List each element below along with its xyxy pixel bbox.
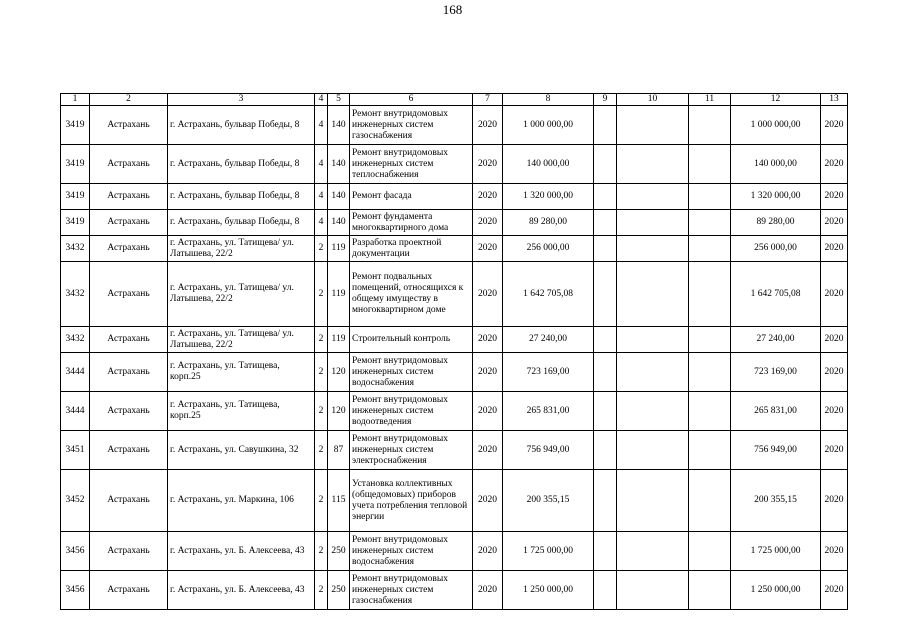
cell-fund-cost: 1 000 000,00 — [731, 106, 821, 145]
cell-city: Астрахань — [90, 353, 168, 392]
cell-col-10 — [617, 353, 689, 392]
cell-object-id: 3456 — [61, 571, 90, 610]
cell-floors: 2 — [315, 392, 328, 431]
cell-work-type: Ремонт внутридомовых инженерных систем газоснабжения — [350, 106, 473, 145]
cell-year: 2020 — [473, 532, 503, 571]
cell-city: Астрахань — [90, 210, 168, 236]
cell-floors: 2 — [315, 532, 328, 571]
cell-floors: 4 — [315, 106, 328, 145]
cell-col-11 — [689, 327, 731, 353]
cell-year: 2020 — [473, 431, 503, 470]
cell-work-type: Ремонт внутридомовых инженерных систем водоснабжения — [350, 532, 473, 571]
cell-col-9 — [594, 532, 617, 571]
cell-year: 2020 — [473, 184, 503, 210]
cell-total-cost: 1 250 000,00 — [503, 571, 594, 610]
header-col-10: 10 — [617, 94, 689, 106]
header-col-8: 8 — [503, 94, 594, 106]
cell-total-cost: 27 240,00 — [503, 327, 594, 353]
cell-city: Астрахань — [90, 532, 168, 571]
cell-col-10 — [617, 106, 689, 145]
header-col-5: 5 — [328, 94, 350, 106]
cell-col-9 — [594, 571, 617, 610]
cell-col-10 — [617, 392, 689, 431]
cell-col-9 — [594, 470, 617, 532]
cell-address: г. Астрахань, бульвар Победы, 8 — [168, 106, 315, 145]
cell-city: Астрахань — [90, 470, 168, 532]
cell-col-11 — [689, 106, 731, 145]
cell-col-10 — [617, 470, 689, 532]
cell-city: Астрахань — [90, 106, 168, 145]
cell-col-11 — [689, 236, 731, 262]
cell-apartments: 119 — [328, 327, 350, 353]
cell-city: Астрахань — [90, 236, 168, 262]
cell-completion-year: 2020 — [821, 431, 848, 470]
cell-apartments: 119 — [328, 262, 350, 327]
cell-total-cost: 256 000,00 — [503, 236, 594, 262]
cell-fund-cost: 27 240,00 — [731, 327, 821, 353]
cell-completion-year: 2020 — [821, 184, 848, 210]
cell-col-10 — [617, 532, 689, 571]
cell-year: 2020 — [473, 571, 503, 610]
cell-fund-cost: 256 000,00 — [731, 236, 821, 262]
cell-col-9 — [594, 184, 617, 210]
cell-total-cost: 89 280,00 — [503, 210, 594, 236]
cell-completion-year: 2020 — [821, 532, 848, 571]
table-row — [61, 262, 848, 327]
cell-col-10 — [617, 145, 689, 184]
cell-col-9 — [594, 392, 617, 431]
repair-register-table — [60, 93, 848, 610]
table-row — [61, 470, 848, 532]
header-col-1: 1 — [61, 94, 90, 106]
cell-col-11 — [689, 184, 731, 210]
cell-col-10 — [617, 431, 689, 470]
cell-col-11 — [689, 145, 731, 184]
cell-work-type: Ремонт подвальных помещений, относящихся к общему имуществу в многоквартирном доме — [350, 262, 473, 327]
cell-year: 2020 — [473, 327, 503, 353]
cell-year: 2020 — [473, 392, 503, 431]
cell-total-cost: 140 000,00 — [503, 145, 594, 184]
cell-col-11 — [689, 470, 731, 532]
cell-completion-year: 2020 — [821, 236, 848, 262]
cell-apartments: 87 — [328, 431, 350, 470]
cell-object-id: 3419 — [61, 210, 90, 236]
cell-completion-year: 2020 — [821, 353, 848, 392]
cell-apartments: 120 — [328, 392, 350, 431]
cell-col-11 — [689, 571, 731, 610]
cell-col-9 — [594, 327, 617, 353]
cell-floors: 2 — [315, 431, 328, 470]
table-row — [61, 184, 848, 210]
cell-completion-year: 2020 — [821, 392, 848, 431]
cell-work-type: Ремонт внутридомовых инженерных систем электроснабжения — [350, 431, 473, 470]
header-col-12: 12 — [731, 94, 821, 106]
cell-work-type: Строительный контроль — [350, 327, 473, 353]
cell-total-cost: 1 642 705,08 — [503, 262, 594, 327]
cell-object-id: 3451 — [61, 431, 90, 470]
cell-apartments: 140 — [328, 145, 350, 184]
cell-col-10 — [617, 184, 689, 210]
cell-apartments: 250 — [328, 532, 350, 571]
cell-object-id: 3452 — [61, 470, 90, 532]
cell-floors: 4 — [315, 145, 328, 184]
cell-year: 2020 — [473, 470, 503, 532]
table-row — [61, 431, 848, 470]
cell-object-id: 3444 — [61, 392, 90, 431]
cell-city: Астрахань — [90, 184, 168, 210]
cell-work-type: Ремонт фасада — [350, 184, 473, 210]
cell-col-11 — [689, 210, 731, 236]
cell-fund-cost: 265 831,00 — [731, 392, 821, 431]
cell-fund-cost: 200 355,15 — [731, 470, 821, 532]
cell-total-cost: 1 320 000,00 — [503, 184, 594, 210]
cell-apartments: 140 — [328, 184, 350, 210]
cell-col-9 — [594, 106, 617, 145]
cell-col-9 — [594, 145, 617, 184]
cell-completion-year: 2020 — [821, 327, 848, 353]
cell-col-9 — [594, 210, 617, 236]
cell-apartments: 115 — [328, 470, 350, 532]
cell-year: 2020 — [473, 106, 503, 145]
cell-year: 2020 — [473, 210, 503, 236]
cell-object-id: 3432 — [61, 327, 90, 353]
cell-address: г. Астрахань, ул. Татищева, корп.25 — [168, 353, 315, 392]
cell-col-10 — [617, 236, 689, 262]
cell-fund-cost: 1 320 000,00 — [731, 184, 821, 210]
cell-apartments: 119 — [328, 236, 350, 262]
cell-completion-year: 2020 — [821, 262, 848, 327]
header-col-13: 13 — [821, 94, 848, 106]
cell-floors: 2 — [315, 262, 328, 327]
cell-apartments: 120 — [328, 353, 350, 392]
cell-work-type: Установка коллективных (общедомовых) приборов учета потребления тепловой энергии — [350, 470, 473, 532]
column-number-header-row — [61, 94, 848, 106]
cell-total-cost: 723 169,00 — [503, 353, 594, 392]
cell-year: 2020 — [473, 145, 503, 184]
header-col-3: 3 — [168, 94, 315, 106]
cell-address: г. Астрахань, ул. Татищева/ ул. Латышева, 22/2 — [168, 327, 315, 353]
cell-col-10 — [617, 262, 689, 327]
cell-completion-year: 2020 — [821, 210, 848, 236]
cell-object-id: 3419 — [61, 184, 90, 210]
cell-address: г. Астрахань, ул. Б. Алексеева, 43 — [168, 532, 315, 571]
cell-city: Астрахань — [90, 571, 168, 610]
cell-object-id: 3456 — [61, 532, 90, 571]
table-row — [61, 532, 848, 571]
cell-address: г. Астрахань, ул. Маркина, 106 — [168, 470, 315, 532]
header-col-4: 4 — [315, 94, 328, 106]
cell-col-11 — [689, 392, 731, 431]
cell-floors: 2 — [315, 353, 328, 392]
cell-col-10 — [617, 210, 689, 236]
cell-fund-cost: 1 250 000,00 — [731, 571, 821, 610]
cell-col-11 — [689, 353, 731, 392]
page-number: 168 — [442, 2, 463, 17]
cell-col-9 — [594, 236, 617, 262]
header-col-11: 11 — [689, 94, 731, 106]
cell-work-type: Разработка проектной документации — [350, 236, 473, 262]
table-row — [61, 392, 848, 431]
cell-apartments: 140 — [328, 210, 350, 236]
cell-col-10 — [617, 571, 689, 610]
cell-apartments: 140 — [328, 106, 350, 145]
cell-total-cost: 756 949,00 — [503, 431, 594, 470]
cell-address: г. Астрахань, ул. Б. Алексеева, 43 — [168, 571, 315, 610]
cell-total-cost: 200 355,15 — [503, 470, 594, 532]
header-col-6: 6 — [350, 94, 473, 106]
table-row — [61, 106, 848, 145]
cell-floors: 2 — [315, 470, 328, 532]
cell-address: г. Астрахань, бульвар Победы, 8 — [168, 145, 315, 184]
cell-object-id: 3444 — [61, 353, 90, 392]
cell-object-id: 3432 — [61, 236, 90, 262]
cell-completion-year: 2020 — [821, 571, 848, 610]
cell-work-type: Ремонт фундамента многоквартирного дома — [350, 210, 473, 236]
cell-col-11 — [689, 431, 731, 470]
cell-work-type: Ремонт внутридомовых инженерных систем теплоснабжения — [350, 145, 473, 184]
table-row — [61, 210, 848, 236]
cell-fund-cost: 1 725 000,00 — [731, 532, 821, 571]
cell-city: Астрахань — [90, 327, 168, 353]
cell-city: Астрахань — [90, 431, 168, 470]
cell-year: 2020 — [473, 262, 503, 327]
cell-object-id: 3419 — [61, 145, 90, 184]
cell-col-9 — [594, 262, 617, 327]
cell-col-11 — [689, 262, 731, 327]
cell-year: 2020 — [473, 236, 503, 262]
cell-address: г. Астрахань, ул. Татищева, корп.25 — [168, 392, 315, 431]
cell-address: г. Астрахань, ул. Татищева/ ул. Латышева, 22/2 — [168, 262, 315, 327]
cell-floors: 4 — [315, 184, 328, 210]
cell-address: г. Астрахань, ул. Савушкина, 32 — [168, 431, 315, 470]
cell-col-9 — [594, 431, 617, 470]
cell-object-id: 3432 — [61, 262, 90, 327]
cell-work-type: Ремонт внутридомовых инженерных систем водоснабжения — [350, 353, 473, 392]
cell-work-type: Ремонт внутридомовых инженерных систем газоснабжения — [350, 571, 473, 610]
cell-fund-cost: 89 280,00 — [731, 210, 821, 236]
cell-floors: 4 — [315, 210, 328, 236]
cell-year: 2020 — [473, 353, 503, 392]
table-row — [61, 236, 848, 262]
header-col-7: 7 — [473, 94, 503, 106]
cell-total-cost: 1 000 000,00 — [503, 106, 594, 145]
header-col-2: 2 — [90, 94, 168, 106]
cell-col-10 — [617, 327, 689, 353]
table-row — [61, 353, 848, 392]
cell-work-type: Ремонт внутридомовых инженерных систем водоотведения — [350, 392, 473, 431]
cell-total-cost: 265 831,00 — [503, 392, 594, 431]
cell-city: Астрахань — [90, 262, 168, 327]
cell-city: Астрахань — [90, 392, 168, 431]
table-row — [61, 327, 848, 353]
table-row — [61, 145, 848, 184]
cell-fund-cost: 140 000,00 — [731, 145, 821, 184]
cell-col-11 — [689, 532, 731, 571]
cell-fund-cost: 723 169,00 — [731, 353, 821, 392]
cell-city: Астрахань — [90, 145, 168, 184]
cell-completion-year: 2020 — [821, 470, 848, 532]
cell-floors: 2 — [315, 327, 328, 353]
cell-completion-year: 2020 — [821, 106, 848, 145]
cell-object-id: 3419 — [61, 106, 90, 145]
cell-address: г. Астрахань, ул. Татищева/ ул. Латышева, 22/2 — [168, 236, 315, 262]
cell-fund-cost: 756 949,00 — [731, 431, 821, 470]
cell-total-cost: 1 725 000,00 — [503, 532, 594, 571]
cell-completion-year: 2020 — [821, 145, 848, 184]
cell-floors: 2 — [315, 236, 328, 262]
cell-address: г. Астрахань, бульвар Победы, 8 — [168, 184, 315, 210]
cell-fund-cost: 1 642 705,08 — [731, 262, 821, 327]
table-row — [61, 571, 848, 610]
cell-apartments: 250 — [328, 571, 350, 610]
cell-col-9 — [594, 353, 617, 392]
cell-address: г. Астрахань, бульвар Победы, 8 — [168, 210, 315, 236]
cell-floors: 2 — [315, 571, 328, 610]
header-col-9: 9 — [594, 94, 617, 106]
